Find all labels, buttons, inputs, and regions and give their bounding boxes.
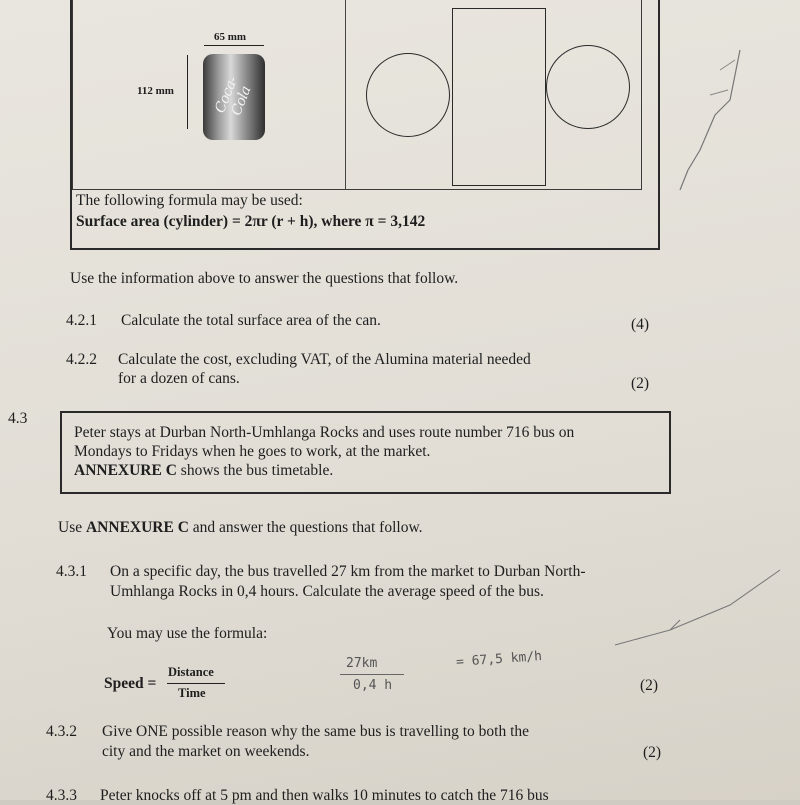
section-43-number: 4.3 [8,410,28,427]
speed-label: Speed = [104,675,157,692]
q431-number: 4.3.1 [56,563,87,580]
width-dimension-line [204,45,264,46]
can-brand-logo: Coca-Cola [212,74,255,118]
net-circle-left [366,53,450,137]
soda-can-image [203,54,265,140]
scenario-line2: Mondays to Fridays when he goes to work, at the market. [74,443,431,460]
annexure-ref-rest: shows the bus timetable. [176,462,334,479]
formula-numerator: Distance [168,665,214,679]
q432-line1: Give ONE possible reason why the same bus is travelling to both the [102,723,530,740]
section-42-intro: Use the information above to answer the questions that follow. [70,270,459,287]
handwritten-time: 0,4 h [353,678,393,693]
instruction-pre: Use [58,519,86,536]
scenario-line1: Peter stays at Durban North-Umhlanga Rocks and uses route number 716 bus on [74,424,575,441]
section-43-instruction [58,519,423,537]
q422-number: 4.2.2 [66,351,97,368]
q431-line1: On a specific day, the bus travelled 27 km from the market to Durban North- [110,563,586,580]
handwritten-fraction-bar [340,674,404,675]
q421-number: 4.2.1 [66,312,97,329]
q422-marks: (2) [631,375,650,392]
net-rectangle [452,8,546,186]
q432-marks: (2) [643,744,662,761]
q431-line2: Umhlanga Rocks in 0,4 hours. Calculate the average speed of the bus. [110,583,544,600]
q421-marks: (4) [631,316,650,333]
height-dimension-line [187,55,188,129]
net-circle-right [546,45,630,129]
figure-divider [345,0,346,190]
can-width-label: 65 mm [214,31,247,43]
pen-scribble [660,40,750,200]
q431-hint: You may use the formula: [107,625,268,642]
formula-intro: The following formula may be used: [76,192,303,209]
pen-arrow-sketch [610,560,790,660]
annexure-ref-bold: ANNEXURE C [74,462,177,479]
handwritten-distance: 27km [346,656,378,671]
formula: Surface area (cylinder) = 2πr (r + h), where π = 3,142 [76,213,426,230]
instruction-bold: ANNEXURE C [85,519,189,536]
can-height-label: 112 mm [137,85,174,97]
q422-line1: Calculate the cost, excluding VAT, of the Alumina material needed [118,351,531,368]
q422-line2: for a dozen of cans. [118,370,240,387]
q421-text: Calculate the total surface area of the can. [121,312,381,329]
q432-line2: city and the market on weekends. [102,743,310,760]
handwritten-result: = 67,5 km/h [455,649,543,670]
formula-text [76,213,425,231]
q431-marks: (2) [640,677,659,694]
instruction-post: and answer the questions that follow. [188,519,423,536]
formula-denominator: Time [178,686,206,700]
fraction-bar [167,683,225,684]
scenario-line3 [74,462,333,480]
speed-word: Speed [104,675,144,692]
q433-line1: Peter knocks off at 5 pm and then walks 10 minutes to catch the 716 bus [100,787,549,804]
q432-number: 4.3.2 [46,723,77,740]
q433-number: 4.3.3 [46,787,77,804]
